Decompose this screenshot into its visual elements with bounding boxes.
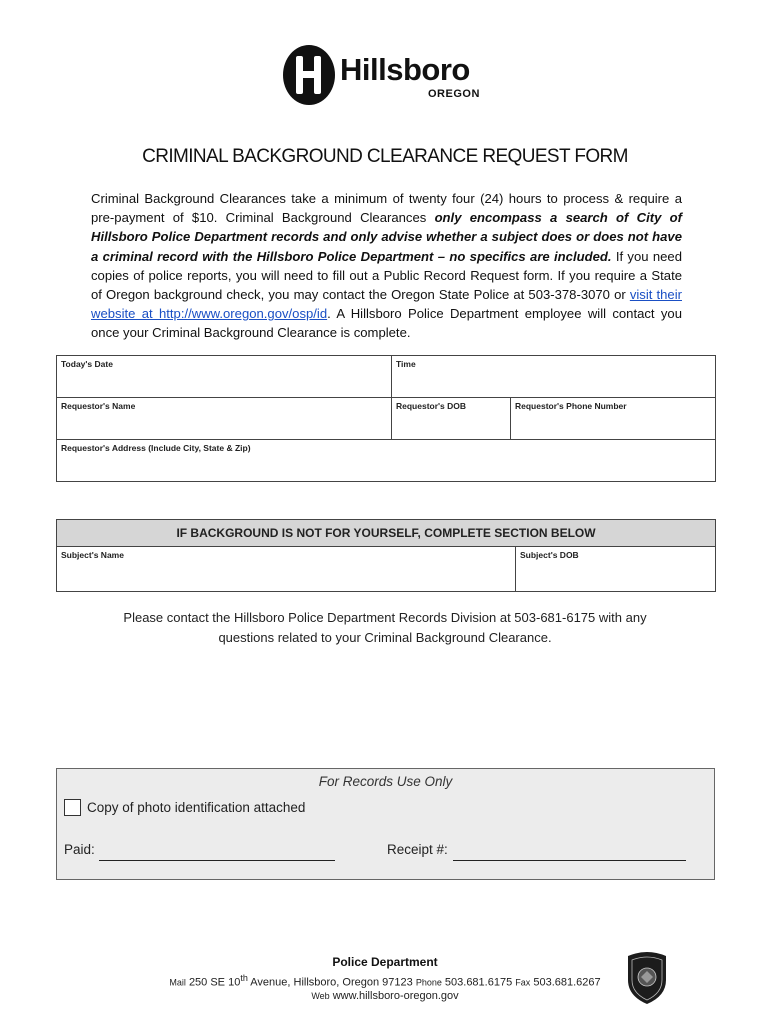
mail-label: Mail bbox=[169, 977, 186, 988]
address-post: Avenue, Hillsboro, Oregon 97123 bbox=[247, 976, 413, 989]
records-title: For Records Use Only bbox=[318, 774, 453, 789]
fax-label: Fax bbox=[515, 977, 531, 988]
photo-id-checkbox-row bbox=[64, 799, 305, 816]
contact-line-2: questions related to your Criminal Background Clearance. bbox=[218, 630, 552, 645]
subject-dob-field[interactable] bbox=[516, 547, 716, 592]
footer-phone: 503.681.6175 bbox=[444, 976, 513, 989]
requestor-name-field[interactable] bbox=[57, 398, 392, 440]
subject-name-field[interactable] bbox=[57, 547, 516, 592]
photo-id-label: Copy of photo identification attached bbox=[87, 800, 306, 815]
intro-emphasis: only encompass a search of City of Hillsboro Police Department records and only advise whether a subject does or does not have a criminal record with the Hillsboro Police Department – no specifics are included. bbox=[91, 210, 682, 264]
address-pre: 250 SE 10 bbox=[188, 976, 241, 989]
logo-wordmark: Hillsboro bbox=[340, 52, 470, 87]
police-badge-icon bbox=[624, 950, 670, 1006]
photo-id-checkbox[interactable] bbox=[64, 799, 81, 816]
receipt-input-line[interactable] bbox=[453, 860, 686, 861]
footer-department: Police Department bbox=[332, 955, 438, 969]
todays-date-label: Today's Date bbox=[61, 359, 113, 369]
footer-website[interactable]: www.hillsboro-oregon.gov bbox=[332, 990, 459, 1002]
records-use-box bbox=[56, 768, 715, 880]
osp-website-link[interactable]: visit their website at http://www.oregon.gov/osp/id bbox=[91, 287, 682, 322]
intro-text-2: If you need copies of police reports, you will need to fill out a Public Record Request form. If you require a State of Oregon background check, you may contact the Oregon State Police at 503-378-3070 or bbox=[91, 248, 682, 303]
requestor-name-label: Requestor's Name bbox=[61, 401, 136, 411]
intro-text-1: Criminal Background Clearances take a minimum of twenty four (24) hours to process & require a pre-payment of $10. Criminal Background Clearances bbox=[91, 191, 682, 226]
logo-subtext: OREGON bbox=[428, 88, 480, 100]
requestor-dob-field[interactable] bbox=[392, 398, 511, 440]
phone-label: Phone bbox=[415, 977, 442, 988]
city-logo bbox=[282, 44, 492, 106]
contact-note bbox=[60, 608, 710, 648]
paid-label: Paid: bbox=[64, 842, 95, 857]
subject-section-header: IF BACKGROUND IS NOT FOR YOURSELF, COMPLETE SECTION BELOW bbox=[57, 520, 716, 547]
time-field[interactable] bbox=[392, 356, 716, 398]
intro-text-3: . A Hillsboro Police Department employee will contact you once your Criminal Background Clearance is complete. bbox=[91, 306, 682, 341]
hillsboro-h-mark-icon bbox=[282, 44, 338, 106]
subject-dob-label: Subject's DOB bbox=[520, 550, 579, 560]
footer-fax: 503.681.6267 bbox=[533, 976, 601, 989]
requestor-dob-label: Requestor's DOB bbox=[396, 401, 467, 411]
requestor-address-label: Requestor's Address (Include City, State & Zip) bbox=[61, 443, 251, 453]
requestor-info-table bbox=[56, 355, 716, 482]
subject-name-label: Subject's Name bbox=[61, 550, 124, 560]
form-title: CRIMINAL BACKGROUND CLEARANCE REQUEST FORM bbox=[142, 146, 628, 167]
todays-date-field[interactable] bbox=[57, 356, 392, 398]
intro-paragraph bbox=[91, 189, 682, 343]
requestor-phone-label: Requestor's Phone Number bbox=[515, 401, 627, 411]
paid-input-line[interactable] bbox=[99, 860, 335, 861]
address-sup: th bbox=[240, 973, 248, 983]
contact-line-1: Please contact the Hillsboro Police Department Records Division at 503-681-6175 with any bbox=[123, 610, 647, 625]
requestor-address-field[interactable] bbox=[57, 440, 716, 482]
receipt-label: Receipt #: bbox=[387, 842, 448, 857]
time-label: Time bbox=[396, 359, 416, 369]
web-label: Web bbox=[311, 991, 330, 1001]
requestor-phone-field[interactable] bbox=[511, 398, 716, 440]
subject-info-table bbox=[56, 519, 716, 592]
